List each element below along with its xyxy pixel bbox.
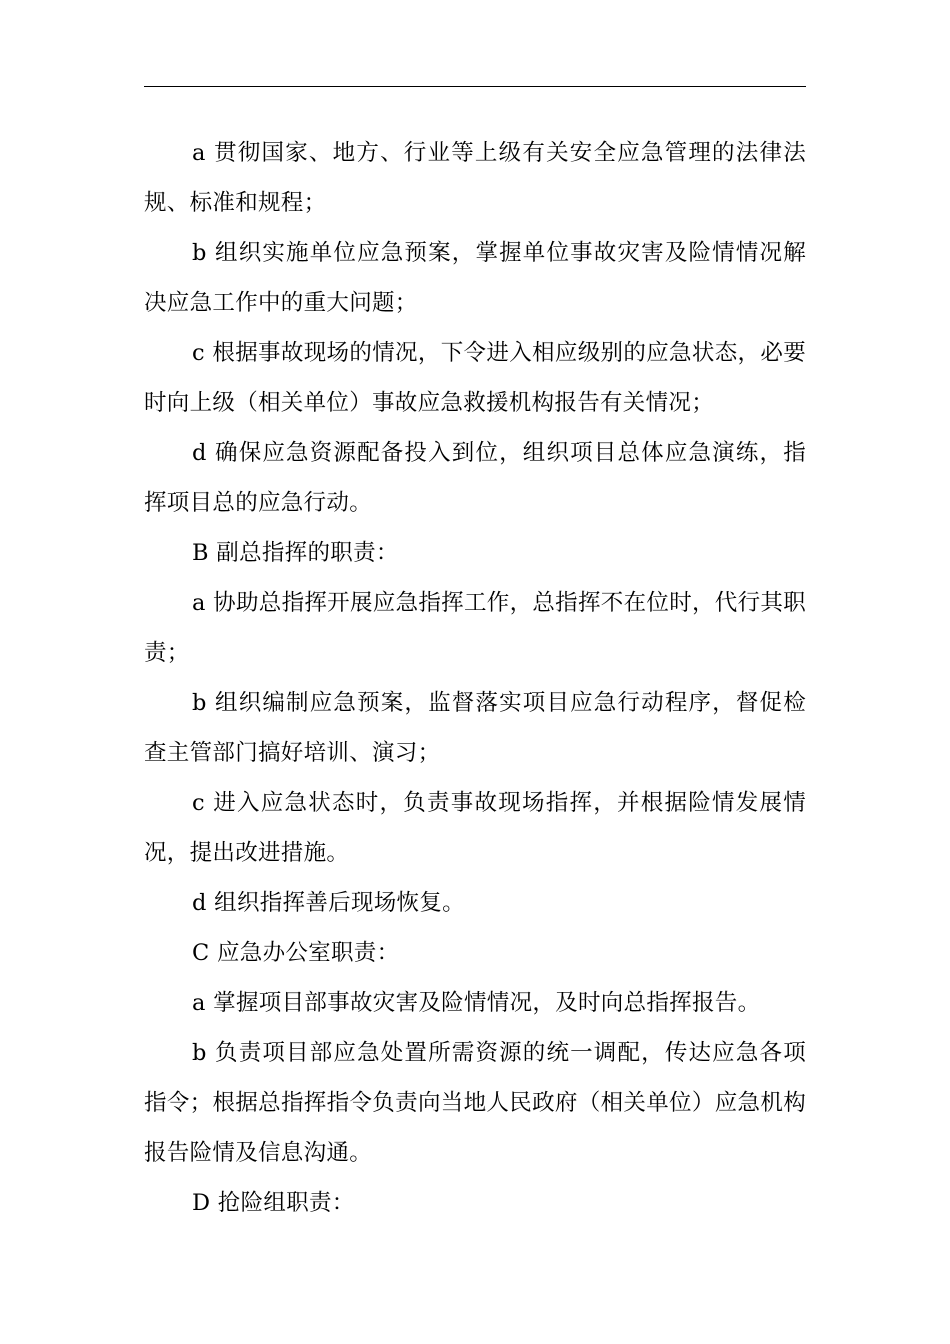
section-heading-emergency-office: C 应急办公室职责：: [192, 940, 400, 966]
section-heading-deputy-commander: B 副总指挥的职责：: [192, 540, 399, 566]
deputy-duty-item-d: d 组织指挥善后现场恢复。: [192, 890, 465, 916]
document-body: [144, 128, 806, 1228]
section-heading-rescue-team: D 抢险组职责：: [192, 1190, 355, 1216]
office-duty-item-a: a 掌握项目部事故灾害及险情情况，及时向总指挥报告。: [192, 990, 761, 1016]
deputy-duty-item-b: b 组织编制应急预案，监督落实项目应急行动程序，督促检查主管部门搞好培训、演习；: [144, 690, 806, 766]
deputy-duty-item-a: a 协助总指挥开展应急指挥工作，总指挥不在位时，代行其职责；: [144, 590, 806, 666]
header-rule: [144, 86, 806, 87]
duty-item-a: a 贯彻国家、地方、行业等上级有关安全应急管理的法律法规、标准和规程；: [144, 140, 806, 216]
office-duty-item-b: b 负责项目部应急处置所需资源的统一调配，传达应急各项指令；根据总指挥指令负责向当地人民政府（相关单位）应急机构报告险情及信息沟通。: [144, 1040, 806, 1166]
duty-item-d: d 确保应急资源配备投入到位，组织项目总体应急演练，指挥项目总的应急行动。: [144, 440, 806, 516]
deputy-duty-item-c: c 进入应急状态时，负责事故现场指挥，并根据险情发展情况，提出改进措施。: [144, 790, 806, 866]
duty-item-b: b 组织实施单位应急预案，掌握单位事故灾害及险情情况解决应急工作中的重大问题；: [144, 240, 806, 316]
duty-item-c: c 根据事故现场的情况，下令进入相应级别的应急状态，必要时向上级（相关单位）事故应急救援机构报告有关情况；: [144, 340, 806, 416]
